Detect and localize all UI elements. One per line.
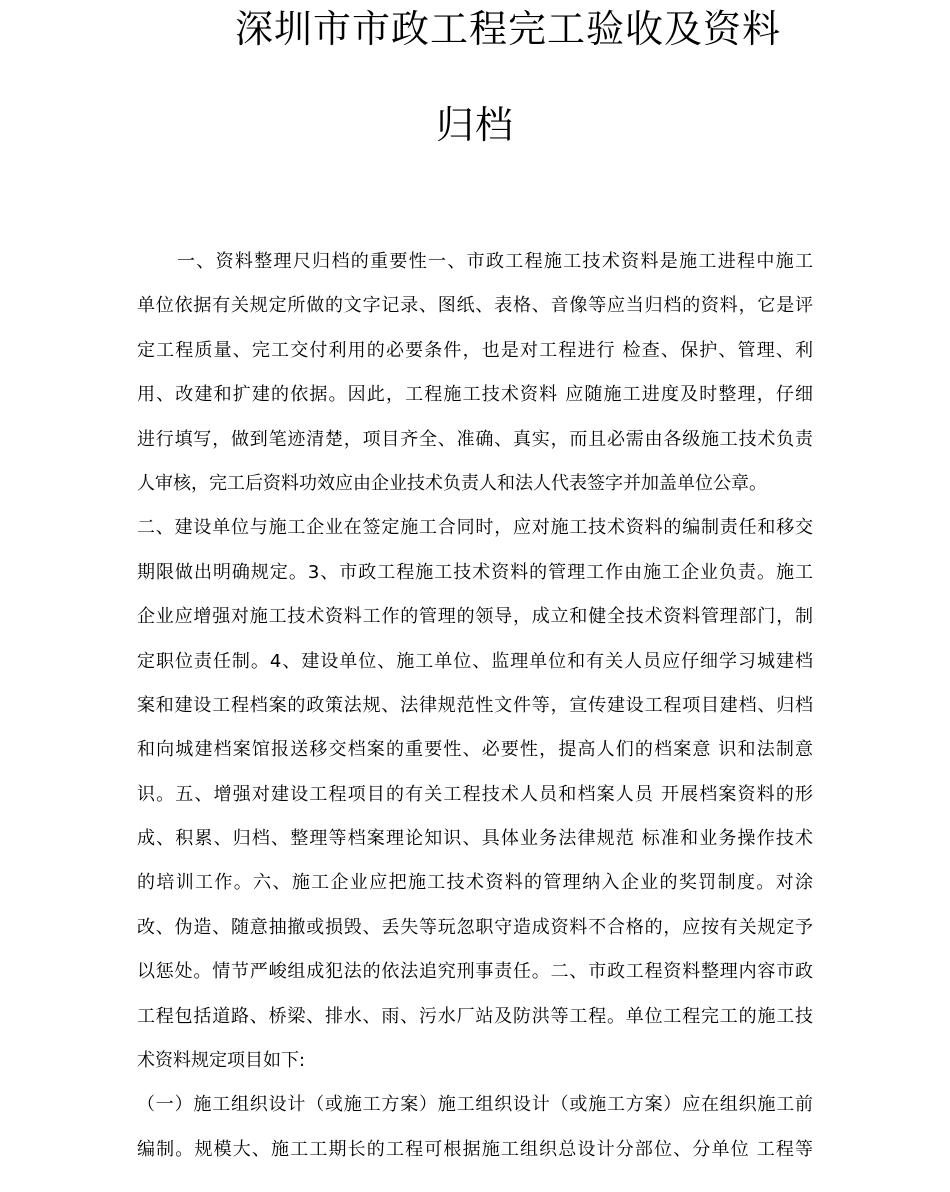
body-line: 定工程质量、完工交付利用的必要条件，也是对工程进行 检查、保护、管理、利 xyxy=(137,339,813,361)
body-line: 识。五、增强对建设工程项目的有关工程技术人员和档案人员 开展档案资料的形 xyxy=(137,783,813,805)
body-line: 改、伪造、随意抽撤或损毁、丢失等玩忽职守造成资料不合格的，应按有关规定予 xyxy=(137,916,813,938)
body-line: 成、积累、归档、整理等档案理论知识、具体业务法律规范 标准和业务操作技术 xyxy=(137,828,813,850)
body-line: 术资料规定项目如下: xyxy=(137,1050,306,1072)
body-line: 工程包括道路、桥梁、排水、雨、污水厂站及防洪等工程。单位工程完工的施工技 xyxy=(137,1005,813,1027)
body-line: 期限做出明确规定。3、市政工程施工技术资料的管理工作由施工企业负责。施工 xyxy=(137,561,813,583)
body-line: 企业应增强对施工技术资料工作的管理的领导，成立和健全技术资料管理部门，制 xyxy=(137,606,813,628)
body-line: 用、改建和扩建的依据。因此，工程施工技术资料 应随施工进度及时整理，仔细 xyxy=(137,384,813,406)
body-line: 定职位责任制。4、建设单位、施工单位、监理单位和有关人员应仔细学习城建档 xyxy=(137,650,813,672)
body-line: 案和建设工程档案的政策法规、法律规范性文件等，宣传建设工程项目建档、归档 xyxy=(137,694,813,716)
body-line: 二、建设单位与施工企业在签定施工合同时，应对施工技术资料的编制责任和移交 xyxy=(137,517,813,539)
body-line: 的培训工作。六、施工企业应把施工技术资料的管理纳入企业的奖罚制度。对涂 xyxy=(137,872,813,894)
body-line: 进行填写，做到笔迹清楚，项目齐全、准确、真实，而且必需由各级施工技术负责 xyxy=(137,428,813,450)
document-title-line-2: 归档 xyxy=(435,103,514,147)
body-line: （一）施工组织设计（或施工方案）施工组织设计（或施工方案）应在组织施工前 xyxy=(137,1094,813,1116)
document-title-line-1: 深圳市市政工程完工验收及资料 xyxy=(234,7,781,51)
body-line: 一、资料整理尺归档的重要性一、市政工程施工技术资料是施工进程中施工 xyxy=(177,251,813,272)
body-line: 和向城建档案馆报送移交档案的重要性、必要性，提高人们的档案意 识和法制意 xyxy=(137,739,813,761)
body-line: 编制。规模大、施工工期长的工程可根据施工组织总设计分部位、分单位 工程等 xyxy=(137,1138,813,1160)
body-line: 单位依据有关规定所做的文字记录、图纸、表格、音像等应当归档的资料，它是评 xyxy=(137,295,813,317)
body-line: 以惩处。情节严峻组成犯法的依法追究刑事责任。二、市政工程资料整理内容市政 xyxy=(137,961,813,983)
body-line: 人审核，完工后资料功效应由企业技术负责人和法人代表签字并加盖单位公章。 xyxy=(137,472,767,494)
document-body xyxy=(137,240,813,1172)
